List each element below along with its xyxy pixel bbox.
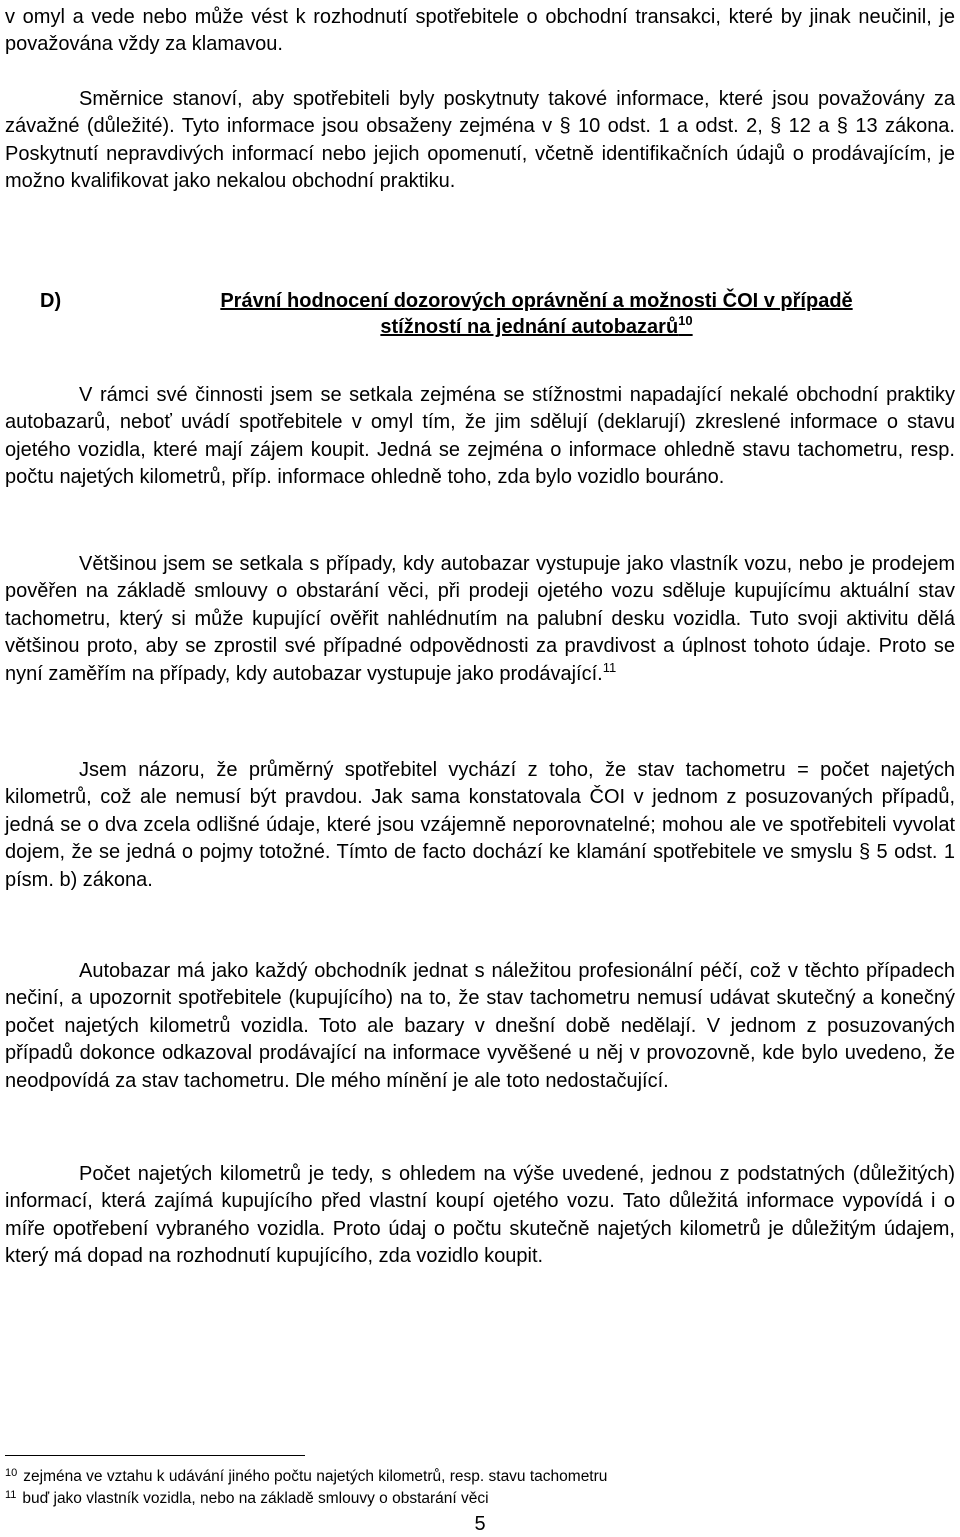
footnote-number: 11 — [5, 1489, 17, 1501]
section-heading-d — [40, 288, 955, 340]
paragraph-cases — [5, 551, 955, 688]
section-title-line-2-text: stížností na jednání autobazarů — [380, 316, 679, 338]
paragraph-opinion: Jsem názoru, že průměrný spotřebitel vychází z toho, že stav tachometru = počet najetých kilometrů, což ale nemusí být pravdou. Jak sama konstatovala ČOI v jednom z posuzovaných případů, jedná se o dva zcela odlišné údaje, které jsou vzájemně neporovnatelné; mohou ale ve spotřebiteli vyvolat dojem, že se jedná o pojmy totožné. Tímto de facto dochází ke klamání spotřebitele ve smyslu § 5 odst. 1 písm. b) zákona. — [5, 759, 955, 891]
paragraph-professional-care: Autobazar má jako každý obchodník jednat s náležitou profesionální péčí, což v těchto případech nečiní, a upozornit spotřebitele (kupujícího) na to, že stav tachometru nemusí udávat skutečný a konečný počet najetých kilometrů vozidla. Toto ale bazary v dnešní době nedělají. V jednom z posuzovaných případů dokonce odkazoval prodávající na informace vyvěšené u něj v provozovně, kde bylo uvedeno, že neodpovídá za stav tachometru. Dle mého mínění je ale toto nedostačující. — [5, 960, 955, 1092]
paragraph-mileage: Počet najetých kilometrů je tedy, s ohledem na výše uvedené, jednou z podstatných (důležitých) informací, která zajímá kupujícího před vlastní koupí ojetého vozu. Tato důležitá informace vypovídá i o míře opotřebení vybraného vozidla. Proto údaj o počtu skutečně najetých kilometrů je důležitým údajem, který má dopad na rozhodnutí kupujícího, zda vozidlo koupit. — [5, 1163, 955, 1268]
page-number: 5 — [474, 1513, 486, 1535]
section-title-line-1: Právní hodnocení dozorových oprávnění a možnosti ČOI v případě — [220, 290, 853, 312]
paragraph-directive-information: Směrnice stanoví, aby spotřebiteli byly poskytnuty takové informace, které jsou považovány za závažné (důležité). Tyto informace jsou obsaženy zejména v § 10 odst. 1 a odst. 2, § 12 a § 13 zákona. Poskytnutí nepravdivých informací nebo jejich opomenutí, včetně identifikačních údajů o prodávajícím, je možno kvalifikovat jako nekalou obchodní praktiku. — [5, 88, 955, 193]
footnote-ref-10: 10 — [678, 313, 693, 328]
paragraph-complaints: V rámci své činnosti jsem se setkala zejména se stížnostmi napadající nekalé obchodní praktiky autobazarů, neboť uvádí spotřebitele v omyl tím, že jim sdělují (deklarují) zkreslené informace o stavu ojetého vozidla, které mají zájem koupit. Jedná se zejména o informace ohledně stavu tachometru, resp. počtu najetých kilometrů, příp. informace ohledně toho, zda bylo vozidlo bouráno. — [5, 384, 955, 489]
footnote-ref-11: 11 — [602, 659, 617, 675]
paragraph-cases-text: Většinou jsem se setkala s případy, kdy autobazar vystupuje jako vlastník vozu, nebo je prodejem pověřen na základě smlouvy o obstarání věci, při prodeji ojetého vozu sděluje kupujícímu aktuální stav tachometru, který si může kupující ověřit nahlédnutím na palubní desku vozidla. Tuto svoji aktivitu dělá většinou proto, aby se zprostil své případné odpovědnosti za pravdivost a úplnost tohoto údaje. Proto se nyní zaměřím na případy, kdy autobazar vystupuje jako prodávající. — [5, 553, 955, 685]
section-title-line-2 — [118, 314, 955, 340]
footnote-10 — [5, 1467, 935, 1487]
footnote-number: 10 — [5, 1467, 18, 1479]
footnote-text: buď jako vlastník vozidla, nebo na základě smlouvy o obstarání věci — [22, 1490, 489, 1507]
footnote-separator — [5, 1455, 305, 1456]
footnote-text: zejména ve vztahu k udávání jiného počtu najetých kilometrů, resp. stavu tachometru — [23, 1468, 608, 1485]
footnote-11 — [5, 1489, 935, 1509]
paragraph-intro-continuation: v omyl a vede nebo může vést k rozhodnutí spotřebitele o obchodní transakci, které by jinak neučinil, je považována vždy za klamavou. — [5, 6, 955, 56]
section-letter: D) — [40, 290, 62, 312]
